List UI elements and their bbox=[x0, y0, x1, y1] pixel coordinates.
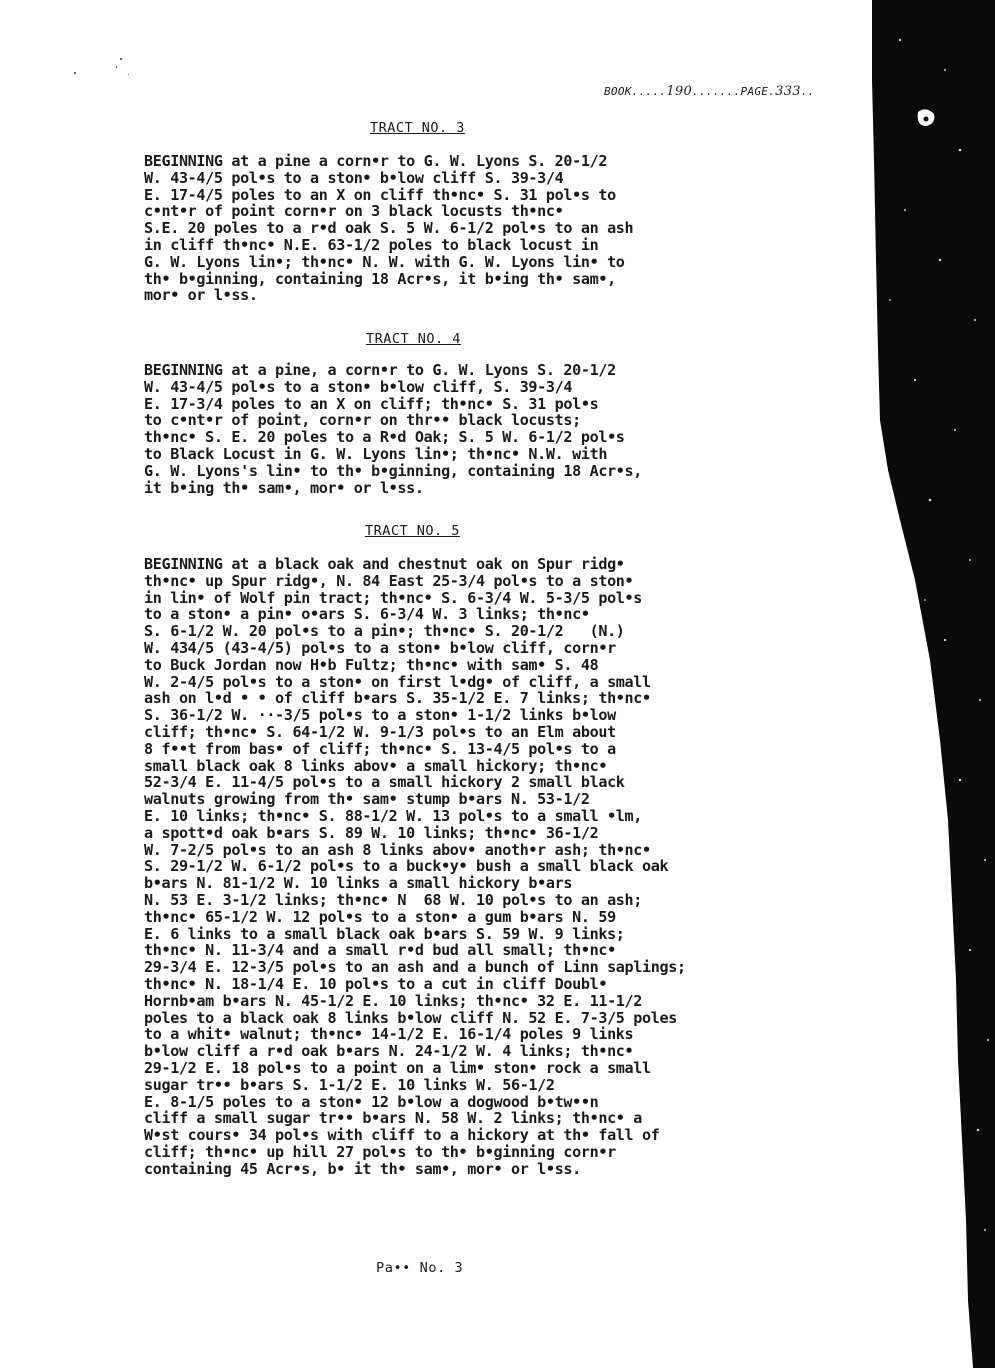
scan-speck bbox=[74, 72, 76, 74]
tract-3-title: TRACT NO. 3 bbox=[370, 120, 465, 136]
book-page-reference: BOOK.....190.......PAGE.333.. bbox=[604, 84, 815, 99]
scan-speck bbox=[120, 58, 122, 60]
page-number-footer: Pa•• No. 3 bbox=[376, 1260, 464, 1276]
book-number: 190 bbox=[666, 84, 693, 99]
tract-5-title: TRACT NO. 5 bbox=[365, 523, 460, 539]
tract-4-title: TRACT NO. 4 bbox=[366, 331, 461, 347]
tract-5-description: BEGINNING at a black oak and chestnut oak on Spur ridg• th•nc• up Spur ridg•, N. 84 East 25-3/4 pol•s to a ston• in lin• of Wolf pin tract; th•nc• S. 6-3/4 W. 5-3/5 pol•s to a ston• a pin• o•ars S. 6-3/4 W. 3 links; th•nc• S. 6-1/2 W. 20 pol•s to a pin•; th•nc• S. 20-1/2 (N.) W. 434/5 (43-4/5) pol•s to a ston• b•low cliff, corn•r to Buck Jordan now H•b Fultz; th•nc• with sam• S. 48 W. 2-4/5 pol•s to a ston• on first l•dg• of cliff, a small ash on l•d • • of cliff b•ars S. 35-1/2 E. 7 links; th•nc• S. 36-1/2 W. ··-3/5 pol•s to a ston• 1-1/2 links b•low cliff; th•nc• S. 64-1/2 W. 9-1/3 pol•s to an Elm about 8 f••t from bas• of cliff; th•nc• S. 13-4/5 pol•s to a small black oak 8 links abov• a small hickory; th•nc• 52-3/4 E. 11-4/5 pol•s to a small hickory 2 small black walnuts growing from th• sam• stump b•ars N. 53-1/2 E. 10 links; th•nc• S. 88-1/2 W. 13 pol•s to a small •lm, a spott•d oak b•ars S. 89 W. 10 links; th•nc• 36-1/2 W. 7-2/5 pol•s to an ash 8 links abov• anoth•r ash; th•nc• S. 29-1/2 W. 6-1/2 pol•s to a buck•y• bush a small black oak b•ars N. 81-1/2 W. 10 links a small hickory b•ars N. 53 E. 3-1/2 links; th•nc• N 68 W. 10 pol•s to an ash; th•nc• 65-1/2 W. 12 pol•s to a ston• a gum b•ars N. 59 E. 6 links to a small black oak b•ars S. 59 W. 9 links; th•nc• N. 11-3/4 and a small r•d bud all small; th•nc• 29-3/4 E. 12-3/5 pol•s to an ash and a bunch of Linn saplings; th•nc• N. 18-1/4 E. 10 pol•s to a cut in cliff Doubl• Hornb•am b•ars N. 45-1/2 E. 10 links; th•nc• 32 E. 11-1/2 poles to a black oak 8 links b•low cliff N. 52 E. 7-3/5 poles to a whit• walnut; th•nc• 14-1/2 E. 16-1/4 poles 9 links b•low cliff a r•d oak b•ars N. 24-1/2 W. 4 links; th•nc• 29-1/2 E. 18 pol•s to a point on a lim• ston• rock a small sugar tr•• b•ars S. 1-1/2 E. 10 links W. 56-1/2 E. 8-1/5 poles to a ston• 12 b•low a dogwood b•tw••n cliff a small sugar tr•• b•ars N. 58 W. 2 links; th•nc• a W•st cours• 34 pol•s with cliff to a hickory at th• fall of cliff; th•nc• up hill 27 pol•s to th• b•ginning corn•r containing 45 Acr•s, b• it th• sam•, mor• or l•ss. bbox=[144, 555, 686, 1178]
book-label: BOOK bbox=[604, 85, 632, 98]
page-label: PAGE bbox=[740, 85, 769, 98]
tract-3-description: BEGINNING at a pine a corn•r to G. W. Lyons S. 20-1/2 W. 43-4/5 pol•s to a ston• b•low cliff S. 39-3/4 E. 17-4/5 poles to an X on cliff th•nc• S. 31 pol•s to c•nt•r of point corn•r on 3 black locusts th•nc• S.E. 20 poles to a r•d oak S. 5 W. 6-1/2 pol•s to an ash in cliff th•nc• N.E. 63-1/2 poles to black locust in G. W. Lyons lin•; th•nc• N. W. with G. W. Lyons lin• to th• b•ginning, containing 18 Acr•s, it b•ing th• sam•, mor• or l•ss. bbox=[144, 152, 634, 305]
tract-4-description: BEGINNING at a pine, a corn•r to G. W. Lyons S. 20-1/2 W. 43-4/5 pol•s to a ston• b•low cliff, S. 39-3/4 E. 17-3/4 poles to an X on cliff; th•nc• S. 31 pol•s to c•nt•r of point, corn•r on thr•• black locusts; th•nc• S. E. 20 poles to a R•d Oak; S. 5 W. 6-1/2 pol•s to Black Locust in G. W. Lyons lin•; th•nc• N.W. with G. W. Lyons's lin• to th• b•ginning, containing 18 Acr•s, it b•ing th• sam•, mor• or l•ss. bbox=[144, 361, 643, 497]
scan-speck bbox=[116, 66, 117, 68]
scan-speck bbox=[128, 74, 129, 75]
page-number: 333 bbox=[775, 84, 801, 99]
